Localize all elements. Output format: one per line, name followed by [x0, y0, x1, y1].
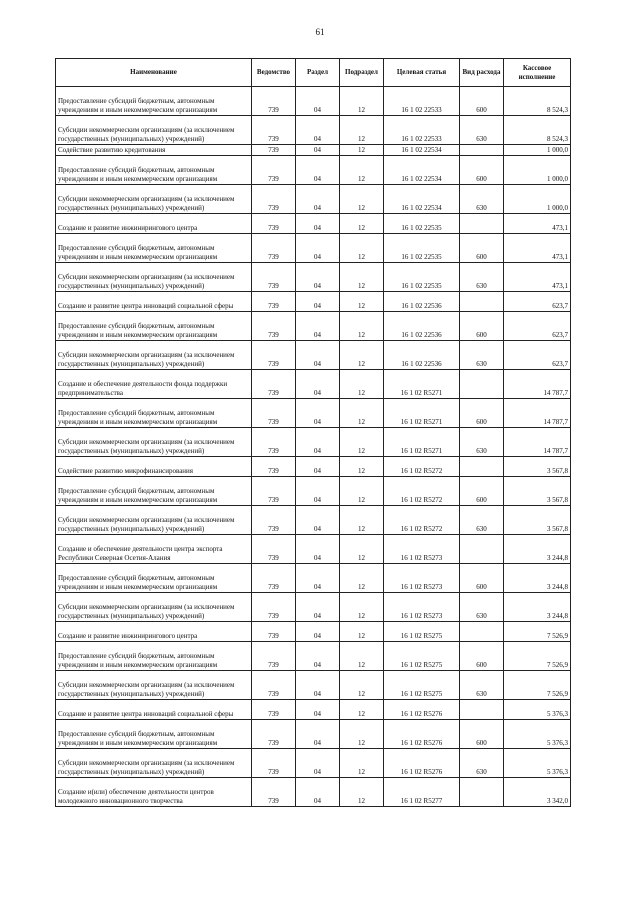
row-department: 739 [252, 720, 296, 749]
table-row [56, 234, 571, 263]
row-cash-execution: 5 376,3 [504, 720, 571, 749]
row-expense-type [460, 145, 504, 156]
header-cash-execution: Кассовое исполнение [504, 59, 571, 87]
row-target-item: 16 1 02 22534 [384, 185, 460, 214]
row-expense-type [460, 292, 504, 312]
row-cash-execution: 5 376,3 [504, 700, 571, 720]
row-target-item: 16 1 02 R5275 [384, 671, 460, 700]
row-cash-execution: 3 244,8 [504, 593, 571, 622]
row-target-item: 16 1 02 22534 [384, 145, 460, 156]
row-section: 04 [296, 234, 340, 263]
table-row [56, 642, 571, 671]
row-department: 739 [252, 370, 296, 399]
row-section: 04 [296, 622, 340, 642]
row-target-item: 16 1 02 R5277 [384, 778, 460, 807]
row-section: 04 [296, 778, 340, 807]
row-department: 739 [252, 749, 296, 778]
row-name: Субсидии некоммерческим организациям (за исключением государственных (муниципальных) учреждений) [56, 428, 252, 457]
row-department: 739 [252, 593, 296, 622]
table-body [56, 87, 571, 807]
row-subsection: 12 [340, 506, 384, 535]
row-name: Предоставление субсидий бюджетным, автономным учреждениям и иным некоммерческим организациям [56, 720, 252, 749]
row-section: 04 [296, 671, 340, 700]
row-name: Предоставление субсидий бюджетным, автономным учреждениям и иным некоммерческим организациям [56, 399, 252, 428]
budget-table [55, 58, 571, 807]
row-department: 739 [252, 87, 296, 116]
row-department: 739 [252, 292, 296, 312]
row-expense-type [460, 214, 504, 234]
row-name: Создание и развитие центра инноваций социальной сферы [56, 292, 252, 312]
row-subsection: 12 [340, 263, 384, 292]
row-name: Содействие развитию кредитования [56, 145, 252, 156]
row-subsection: 12 [340, 535, 384, 564]
row-cash-execution: 3 342,0 [504, 778, 571, 807]
row-department: 739 [252, 642, 296, 671]
row-subsection: 12 [340, 185, 384, 214]
row-subsection: 12 [340, 116, 384, 145]
row-section: 04 [296, 263, 340, 292]
row-expense-type: 600 [460, 477, 504, 506]
row-cash-execution: 3 567,8 [504, 506, 571, 535]
row-subsection: 12 [340, 292, 384, 312]
row-department: 739 [252, 341, 296, 370]
row-expense-type: 630 [460, 185, 504, 214]
row-subsection: 12 [340, 671, 384, 700]
row-expense-type: 600 [460, 720, 504, 749]
row-target-item: 16 1 02 R5272 [384, 457, 460, 477]
row-name: Предоставление субсидий бюджетным, автономным учреждениям и иным некоммерческим организациям [56, 642, 252, 671]
row-cash-execution: 8 524,3 [504, 87, 571, 116]
row-name: Создание и развитие инжинирингового центра [56, 214, 252, 234]
row-department: 739 [252, 778, 296, 807]
row-target-item: 16 1 02 22535 [384, 214, 460, 234]
row-target-item: 16 1 02 R5276 [384, 720, 460, 749]
row-section: 04 [296, 156, 340, 185]
row-cash-execution: 7 526,9 [504, 622, 571, 642]
row-cash-execution: 473,1 [504, 234, 571, 263]
row-department: 739 [252, 263, 296, 292]
table-row [56, 214, 571, 234]
row-name: Создание и обеспечение деятельности фонда поддержки предпринимательства [56, 370, 252, 399]
row-name: Создание и обеспечение деятельности центра экспорта Республики Северная Осетия-Алания [56, 535, 252, 564]
row-section: 04 [296, 642, 340, 671]
row-section: 04 [296, 87, 340, 116]
row-target-item: 16 1 02 R5273 [384, 564, 460, 593]
row-target-item: 16 1 02 R5271 [384, 370, 460, 399]
page-number: 61 [315, 27, 325, 37]
table-row [56, 622, 571, 642]
row-department: 739 [252, 506, 296, 535]
row-cash-execution: 5 376,3 [504, 749, 571, 778]
row-section: 04 [296, 506, 340, 535]
row-subsection: 12 [340, 700, 384, 720]
header-target-item: Целевая статья [384, 59, 460, 87]
row-subsection: 12 [340, 477, 384, 506]
row-section: 04 [296, 312, 340, 341]
row-subsection: 12 [340, 214, 384, 234]
row-expense-type: 600 [460, 399, 504, 428]
row-subsection: 12 [340, 457, 384, 477]
table-row [56, 671, 571, 700]
row-subsection: 12 [340, 312, 384, 341]
row-subsection: 12 [340, 749, 384, 778]
row-section: 04 [296, 457, 340, 477]
row-target-item: 16 1 02 R5271 [384, 428, 460, 457]
row-department: 739 [252, 622, 296, 642]
row-department: 739 [252, 312, 296, 341]
row-department: 739 [252, 457, 296, 477]
row-expense-type: 630 [460, 593, 504, 622]
row-section: 04 [296, 399, 340, 428]
row-name: Субсидии некоммерческим организациям (за исключением государственных (муниципальных) учреждений) [56, 671, 252, 700]
table-row [56, 312, 571, 341]
row-cash-execution: 7 526,9 [504, 671, 571, 700]
table-row [56, 700, 571, 720]
row-expense-type: 630 [460, 671, 504, 700]
table-row [56, 457, 571, 477]
row-cash-execution: 14 787,7 [504, 399, 571, 428]
row-name: Содействие развитию микрофинансирования [56, 457, 252, 477]
row-cash-execution: 623,7 [504, 312, 571, 341]
row-name: Создание и развитие инжинирингового центра [56, 622, 252, 642]
row-section: 04 [296, 700, 340, 720]
row-expense-type: 630 [460, 428, 504, 457]
row-name: Создание и(или) обеспечение деятельности центров молодежного инновационного творчества [56, 778, 252, 807]
row-subsection: 12 [340, 87, 384, 116]
row-subsection: 12 [340, 428, 384, 457]
row-target-item: 16 1 02 22533 [384, 116, 460, 145]
row-section: 04 [296, 749, 340, 778]
row-department: 739 [252, 700, 296, 720]
row-expense-type [460, 535, 504, 564]
row-section: 04 [296, 428, 340, 457]
row-name: Предоставление субсидий бюджетным, автономным учреждениям и иным некоммерческим организациям [56, 564, 252, 593]
row-target-item: 16 1 02 R5275 [384, 622, 460, 642]
row-expense-type [460, 370, 504, 399]
row-target-item: 16 1 02 R5276 [384, 700, 460, 720]
row-department: 739 [252, 185, 296, 214]
row-expense-type: 600 [460, 234, 504, 263]
row-expense-type: 600 [460, 87, 504, 116]
row-subsection: 12 [340, 593, 384, 622]
row-subsection: 12 [340, 156, 384, 185]
row-department: 739 [252, 399, 296, 428]
row-expense-type: 630 [460, 749, 504, 778]
row-department: 739 [252, 214, 296, 234]
header-section: Раздел [296, 59, 340, 87]
row-expense-type: 630 [460, 506, 504, 535]
row-target-item: 16 1 02 22535 [384, 263, 460, 292]
row-name: Предоставление субсидий бюджетным, автономным учреждениям и иным некоммерческим организациям [56, 312, 252, 341]
row-name: Предоставление субсидий бюджетным, автономным учреждениям и иным некоммерческим организациям [56, 477, 252, 506]
row-cash-execution: 3 244,8 [504, 564, 571, 593]
table-row [56, 399, 571, 428]
row-name: Субсидии некоммерческим организациям (за исключением государственных (муниципальных) учреждений) [56, 593, 252, 622]
row-name: Субсидии некоммерческим организациям (за исключением государственных (муниципальных) учреждений) [56, 341, 252, 370]
table-row [56, 720, 571, 749]
row-cash-execution: 473,1 [504, 214, 571, 234]
row-section: 04 [296, 341, 340, 370]
row-subsection: 12 [340, 642, 384, 671]
row-expense-type: 600 [460, 564, 504, 593]
row-target-item: 16 1 02 R5276 [384, 749, 460, 778]
row-expense-type: 630 [460, 116, 504, 145]
row-department: 739 [252, 156, 296, 185]
header-subsection: Подраздел [340, 59, 384, 87]
row-target-item: 16 1 02 R5271 [384, 399, 460, 428]
table-header-row [56, 59, 571, 87]
row-section: 04 [296, 185, 340, 214]
row-cash-execution: 623,7 [504, 292, 571, 312]
row-expense-type: 600 [460, 642, 504, 671]
table-row [56, 116, 571, 145]
row-section: 04 [296, 720, 340, 749]
row-name: Субсидии некоммерческим организациям (за исключением государственных (муниципальных) учреждений) [56, 185, 252, 214]
row-cash-execution: 473,1 [504, 263, 571, 292]
row-subsection: 12 [340, 564, 384, 593]
row-cash-execution: 14 787,7 [504, 370, 571, 399]
row-cash-execution: 7 526,9 [504, 642, 571, 671]
row-subsection: 12 [340, 399, 384, 428]
table-row [56, 778, 571, 807]
header-name: Наименование [56, 59, 252, 87]
header-department: Ведомство [252, 59, 296, 87]
row-subsection: 12 [340, 145, 384, 156]
row-department: 739 [252, 428, 296, 457]
table-row [56, 593, 571, 622]
header-expense-type: Вид расхода [460, 59, 504, 87]
table-row [56, 749, 571, 778]
row-cash-execution: 3 567,8 [504, 457, 571, 477]
row-department: 739 [252, 564, 296, 593]
row-subsection: 12 [340, 720, 384, 749]
row-department: 739 [252, 477, 296, 506]
table-row [56, 506, 571, 535]
row-target-item: 16 1 02 22533 [384, 87, 460, 116]
row-cash-execution: 1 000,0 [504, 145, 571, 156]
row-expense-type: 600 [460, 156, 504, 185]
table-row [56, 185, 571, 214]
row-target-item: 16 1 02 R5272 [384, 506, 460, 535]
table-row [56, 292, 571, 312]
row-department: 739 [252, 234, 296, 263]
row-expense-type: 600 [460, 312, 504, 341]
row-subsection: 12 [340, 341, 384, 370]
row-section: 04 [296, 535, 340, 564]
table-row [56, 341, 571, 370]
row-cash-execution: 14 787,7 [504, 428, 571, 457]
row-department: 739 [252, 535, 296, 564]
row-name: Предоставление субсидий бюджетным, автономным учреждениям и иным некоммерческим организациям [56, 156, 252, 185]
row-expense-type: 630 [460, 341, 504, 370]
row-cash-execution: 3 567,8 [504, 477, 571, 506]
row-department: 739 [252, 145, 296, 156]
row-section: 04 [296, 214, 340, 234]
row-name: Субсидии некоммерческим организациям (за исключением государственных (муниципальных) учреждений) [56, 263, 252, 292]
row-department: 739 [252, 671, 296, 700]
table-row [56, 156, 571, 185]
row-expense-type: 630 [460, 263, 504, 292]
row-section: 04 [296, 145, 340, 156]
table-row [56, 535, 571, 564]
table-row [56, 87, 571, 116]
row-target-item: 16 1 02 R5273 [384, 535, 460, 564]
row-target-item: 16 1 02 22534 [384, 156, 460, 185]
row-cash-execution: 623,7 [504, 341, 571, 370]
row-expense-type [460, 700, 504, 720]
row-name: Предоставление субсидий бюджетным, автономным учреждениям и иным некоммерческим организациям [56, 87, 252, 116]
table-row [56, 477, 571, 506]
row-target-item: 16 1 02 22536 [384, 292, 460, 312]
row-section: 04 [296, 116, 340, 145]
row-cash-execution: 8 524,3 [504, 116, 571, 145]
row-target-item: 16 1 02 R5275 [384, 642, 460, 671]
row-section: 04 [296, 370, 340, 399]
row-name: Предоставление субсидий бюджетным, автономным учреждениям и иным некоммерческим организациям [56, 234, 252, 263]
row-cash-execution: 1 000,0 [504, 185, 571, 214]
row-section: 04 [296, 292, 340, 312]
table-row [56, 145, 571, 156]
row-target-item: 16 1 02 22536 [384, 312, 460, 341]
row-subsection: 12 [340, 622, 384, 642]
row-target-item: 16 1 02 22536 [384, 341, 460, 370]
row-name: Создание и развитие центра инноваций социальной сферы [56, 700, 252, 720]
table-row [56, 428, 571, 457]
row-department: 739 [252, 116, 296, 145]
row-name: Субсидии некоммерческим организациям (за исключением государственных (муниципальных) учреждений) [56, 116, 252, 145]
row-name: Субсидии некоммерческим организациям (за исключением государственных (муниципальных) учреждений) [56, 506, 252, 535]
row-name: Субсидии некоммерческим организациям (за исключением государственных (муниципальных) учреждений) [56, 749, 252, 778]
row-section: 04 [296, 593, 340, 622]
row-expense-type [460, 778, 504, 807]
row-cash-execution: 1 000,0 [504, 156, 571, 185]
row-subsection: 12 [340, 778, 384, 807]
row-target-item: 16 1 02 R5272 [384, 477, 460, 506]
table-row [56, 564, 571, 593]
row-target-item: 16 1 02 R5273 [384, 593, 460, 622]
table-row [56, 370, 571, 399]
row-subsection: 12 [340, 234, 384, 263]
row-target-item: 16 1 02 22535 [384, 234, 460, 263]
row-expense-type [460, 457, 504, 477]
row-subsection: 12 [340, 370, 384, 399]
row-expense-type [460, 622, 504, 642]
row-cash-execution: 3 244,8 [504, 535, 571, 564]
row-section: 04 [296, 564, 340, 593]
row-section: 04 [296, 477, 340, 506]
table-row [56, 263, 571, 292]
